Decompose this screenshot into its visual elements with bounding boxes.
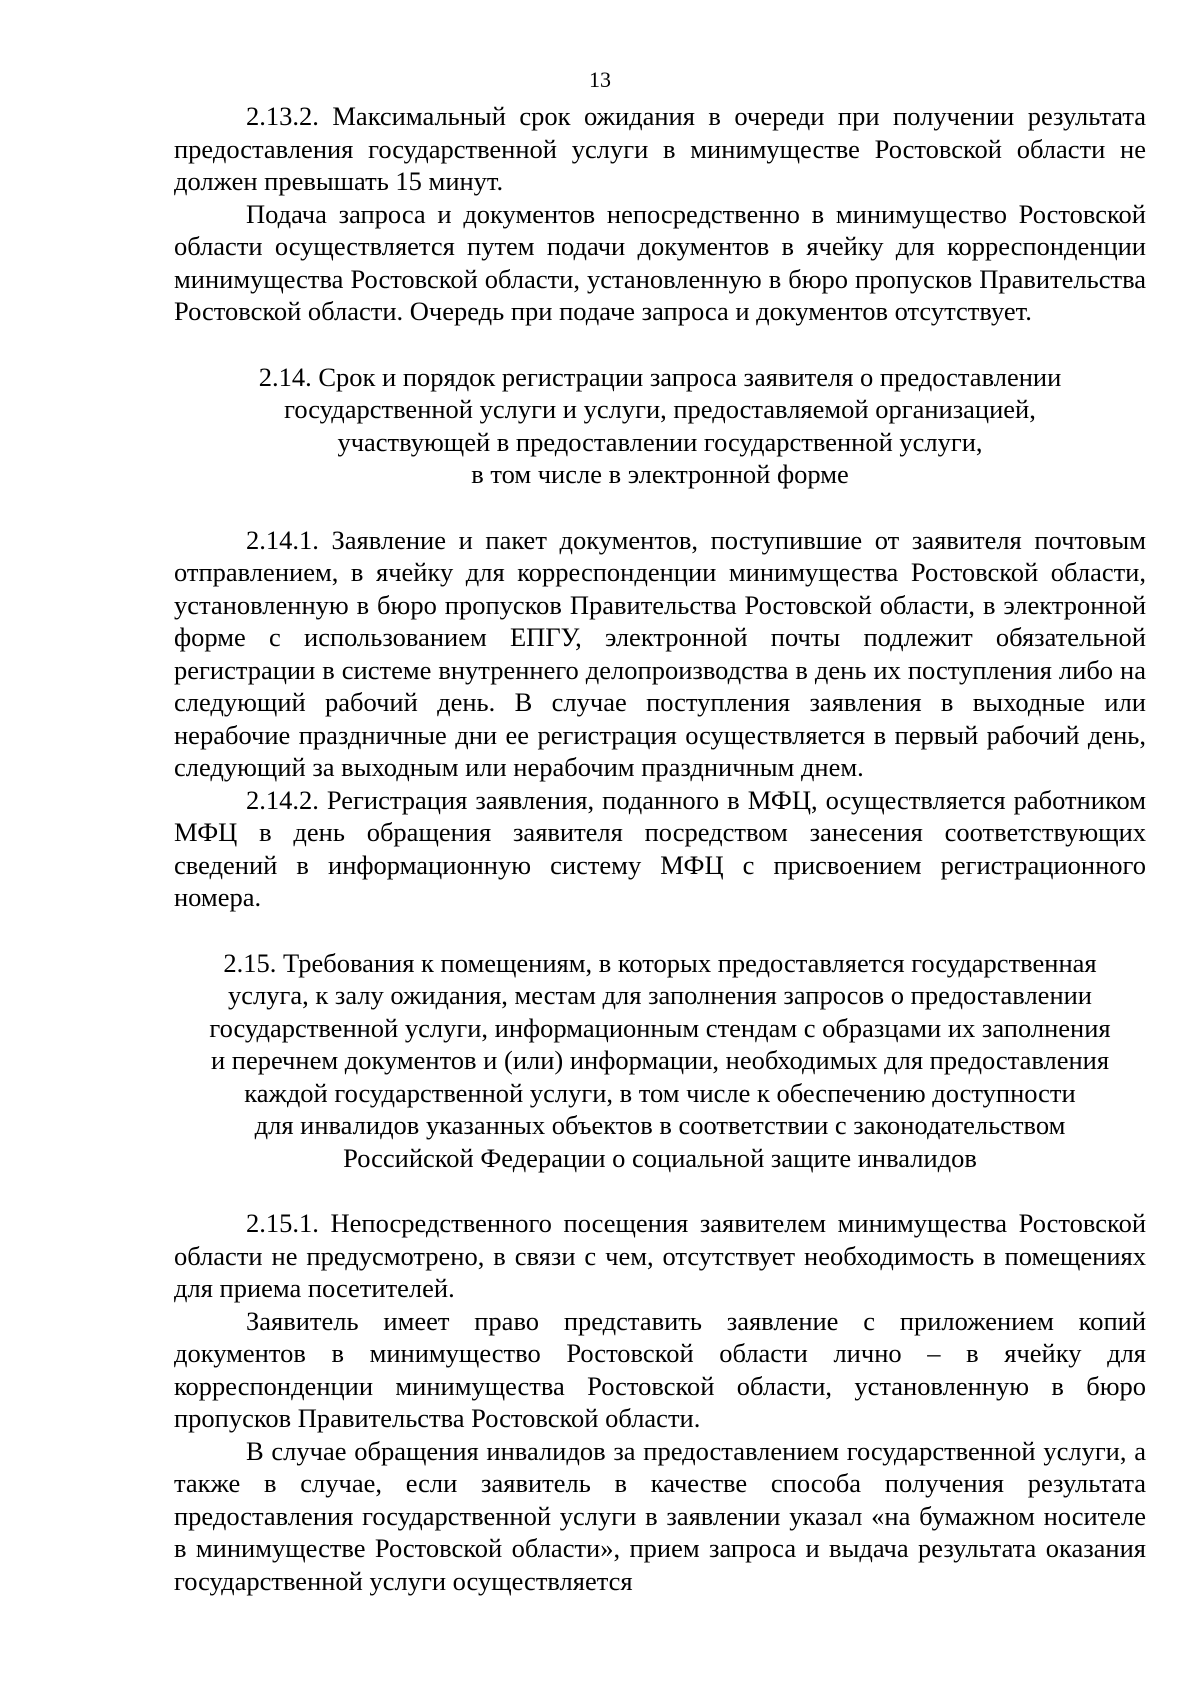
heading-2-15-line: для инвалидов указанных объектов в соответствии с законодательством <box>254 1110 1066 1140</box>
spacer <box>174 1174 1146 1207</box>
heading-2-14 <box>174 361 1146 491</box>
page-number: 13 <box>589 67 611 92</box>
paragraph-disabled-persons: В случае обращения инвалидов за предоставлением государственной услуги, а также в случае, если заявитель в качестве способа получения результата предоставления государственной услуги в заявлении указал «на бумажном носителе в минимуществе Ростовской области», прием запроса и выдача результата оказания государственной услуги осуществляется <box>174 1435 1146 1596</box>
spacer <box>174 491 1146 524</box>
spacer <box>174 914 1146 947</box>
document-body <box>174 100 1146 1597</box>
heading-2-14-line: в том числе в электронной форме <box>471 459 849 489</box>
heading-2-15-line: и перечнем документов и (или) информации, необходимых для предоставления <box>210 1045 1110 1075</box>
paragraph-applicant-right: Заявитель имеет право представить заявление с приложением копий документов в минимущество Ростовской области лично – в ячейку для корреспонденции минимущества Ростовской области, установленную в бюро пропусков Правительства Ростовской области. <box>174 1305 1146 1433</box>
heading-2-15-line: государственной услуги, информационным стендам с образцами их заполнения <box>209 1012 1111 1043</box>
heading-2-14-line: участвующей в предоставлении государственной услуги, <box>337 426 983 457</box>
heading-2-15-line: 2.15. Требования к помещениям, в которых предоставляется государственная <box>223 947 1097 978</box>
heading-2-15-line: Российской Федерации о социальной защите инвалидов <box>343 1142 977 1173</box>
heading-2-15-line: каждой государственной услуги, в том числе к обеспечению доступности <box>244 1077 1076 1108</box>
spacer <box>174 328 1146 361</box>
paragraph-2-14-1: 2.14.1. Заявление и пакет документов, поступившие от заявителя почтовым отправлением, в ячейку для корреспонденции минимущества Ростовской области, установленную в бюро пропусков Правительства Ростовской области, в электронной форме с использованием ЕПГУ, электронной почты подлежит обязательной регистрации в системе внутреннего делопроизводства в день их поступления либо на следующий рабочий день. В случае поступления заявления в выходные или нерабочие праздничные дни ее регистрация осуществляется в первый рабочий день, следующий за выходным или нерабочим праздничным днем. <box>174 524 1146 782</box>
paragraph-2-15-1: 2.15.1. Непосредственного посещения заявителем минимущества Ростовской области не предусмотрено, в связи с чем, отсутствует необходимость в помещениях для приема посетителей. <box>174 1208 1146 1303</box>
heading-2-15 <box>174 947 1146 1175</box>
paragraph-submission: Подача запроса и документов непосредственно в минимущество Ростовской области осуществляется путем подачи документов в ячейку для корреспонденции минимущества Ростовской области, установленную в бюро пропусков Правительства Ростовской области. Очередь при подаче запроса и документов отсутствует. <box>174 198 1146 326</box>
paragraph-2-13-2: 2.13.2. Максимальный срок ожидания в очереди при получении результата предоставления государственной услуги в минимуществе Ростовской области не должен превышать 15 минут. <box>174 101 1146 196</box>
heading-2-14-line: 2.14. Срок и порядок регистрации запроса заявителя о предоставлении <box>258 361 1062 392</box>
heading-2-15-line: услуга, к залу ожидания, местам для заполнения запросов о предоставлении <box>227 980 1092 1010</box>
heading-2-14-line: государственной услуги и услуги, предоставляемой организацией, <box>284 394 1036 424</box>
paragraph-2-14-2: 2.14.2. Регистрация заявления, поданного в МФЦ, осуществляется работником МФЦ в день обращения заявителя посредством занесения соответствующих сведений в информационную систему МФЦ с присвоением регистрационного номера. <box>174 784 1146 912</box>
